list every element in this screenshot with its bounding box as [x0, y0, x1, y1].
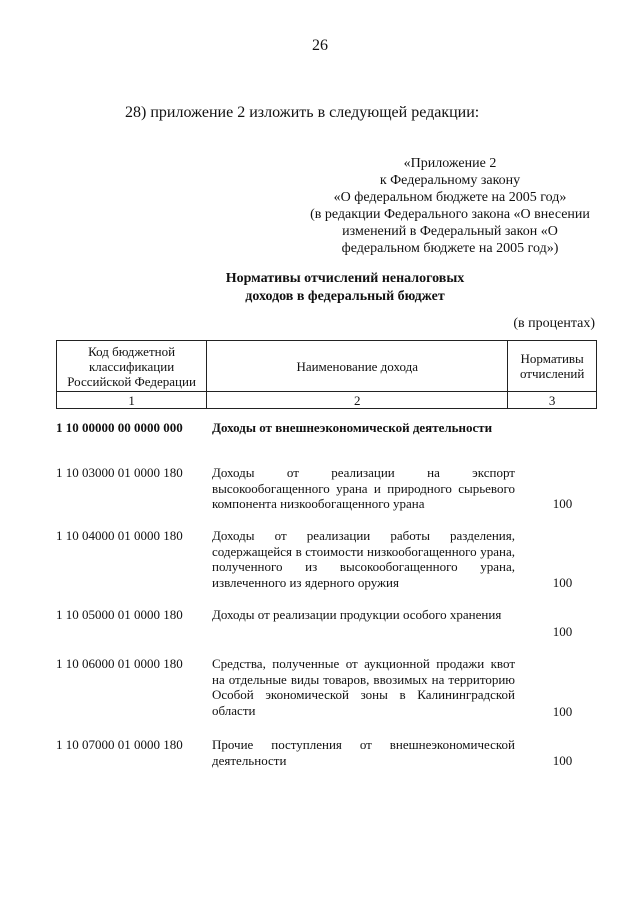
title-line: доходов в федеральный бюджет — [245, 289, 445, 304]
row-value: 100 — [552, 575, 573, 590]
amendment-intro: 28) приложение 2 изложить в следующей редакции: — [125, 104, 480, 121]
row-name: Доходы от реализации продукции особого хранения — [212, 607, 502, 622]
row-name: Доходы от реализации на экспорт высокообогащенного урана и природного сырьевого компонента низкообогащенного урана — [212, 465, 515, 511]
column-number: 1 — [57, 392, 207, 409]
row-name: Доходы от реализации работы разделения, содержащейся в стоимости низкообогащенного урана, полученного из высокообогащенного урана, извлеченного из ядерного оружия — [212, 528, 515, 590]
row-code: 1 10 05000 01 0000 180 — [56, 607, 183, 622]
table-header — [56, 340, 597, 409]
row-name: Доходы от внешнеэкономической деятельности — [212, 420, 493, 435]
appendix-line: изменений в Федеральный закон «О — [342, 224, 558, 239]
appendix-line: «О федеральном бюджете на 2005 год» — [333, 190, 567, 205]
appendix-header — [300, 155, 600, 257]
title-line: Нормативы отчислений неналоговых — [225, 271, 465, 286]
header-code: Код бюджетной классификации Российской Федерации — [57, 341, 207, 392]
page-number: 26 — [312, 37, 328, 54]
column-number: 2 — [207, 392, 508, 409]
row-value: 100 — [552, 496, 573, 511]
row-value: 100 — [552, 753, 573, 768]
appendix-line: (в редакции Федерального закона «О внесении — [310, 207, 590, 222]
row-value: 100 — [552, 704, 573, 719]
appendix-line: к Федеральному закону — [379, 173, 521, 188]
units-note: (в процентах) — [513, 316, 595, 331]
row-value: 100 — [552, 624, 573, 639]
row-code: 1 10 03000 01 0000 180 — [56, 465, 183, 480]
header-rate: Нормативы отчислений — [508, 341, 597, 392]
row-code: 1 10 00000 00 0000 000 — [56, 420, 183, 435]
document-title — [150, 270, 540, 306]
row-name: Прочие поступления от внешнеэкономической деятельности — [212, 737, 515, 768]
row-code: 1 10 04000 01 0000 180 — [56, 528, 183, 543]
appendix-line: «Приложение 2 — [403, 156, 497, 171]
appendix-line: федеральном бюджете на 2005 год») — [341, 241, 559, 256]
header-name: Наименование дохода — [207, 341, 508, 392]
column-number: 3 — [508, 392, 597, 409]
row-code: 1 10 07000 01 0000 180 — [56, 737, 183, 752]
row-name: Средства, полученные от аукционной продажи квот на отдельные виды товаров, ввозимых на территорию Особой экономической зоны в Калининградской области — [212, 656, 515, 718]
row-code: 1 10 06000 01 0000 180 — [56, 656, 183, 671]
